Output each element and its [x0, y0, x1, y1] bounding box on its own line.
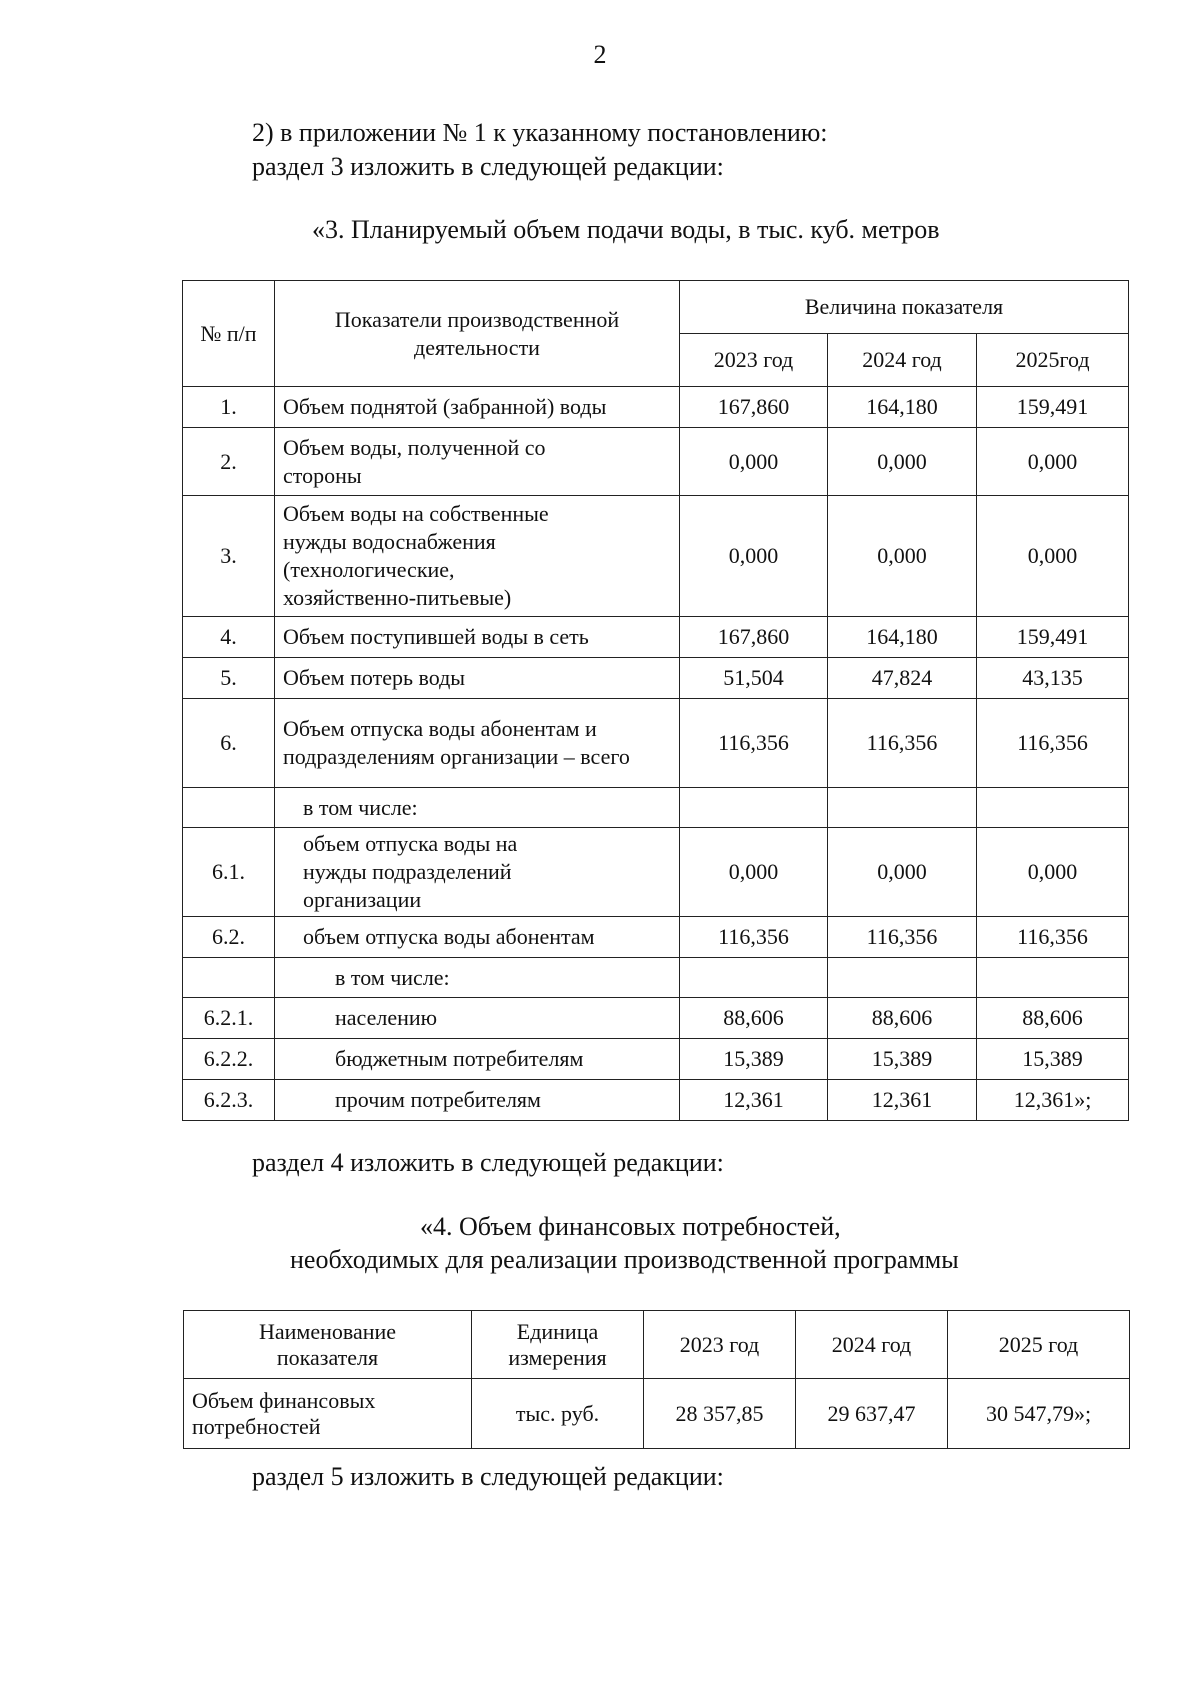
- row-value: 88,606: [680, 998, 828, 1039]
- row-value: 0,000: [680, 496, 828, 617]
- row-label: Объем воды на собственные нужды водоснабжения (технологические, хозяйственно-питьевые): [275, 496, 680, 617]
- row-value: 116,356: [977, 917, 1129, 958]
- intro-line-1: 2) в приложении № 1 к указанному постановлению:: [252, 118, 828, 147]
- row-label: бюджетным потребителям: [275, 1039, 680, 1080]
- row-num: 2.: [183, 428, 275, 496]
- table-row: [183, 788, 1129, 828]
- intro-line-2: раздел 3 изложить в следующей редакции:: [252, 152, 724, 181]
- table-row: [183, 658, 1129, 699]
- header-year: 2024 год: [828, 334, 977, 387]
- row-value: 116,356: [977, 699, 1129, 788]
- row-value: 43,135: [977, 658, 1129, 699]
- row-num: 6.2.: [183, 917, 275, 958]
- header-value-group: Величина показателя: [680, 281, 1129, 334]
- row-value: 164,180: [828, 387, 977, 428]
- row-value: 116,356: [828, 699, 977, 788]
- table-row: [183, 958, 1129, 998]
- row-value: 47,824: [828, 658, 977, 699]
- row-label: Объем поднятой (забранной) воды: [275, 387, 680, 428]
- header-indicator: Показатели производственной деятельности: [275, 281, 680, 387]
- row-num: 6.2.1.: [183, 998, 275, 1039]
- row-num: 6.1.: [183, 828, 275, 917]
- row-value: 12,361: [680, 1080, 828, 1121]
- row-value: 12,361: [828, 1080, 977, 1121]
- table-row: [183, 428, 1129, 496]
- header-name: Наименование показателя: [184, 1311, 472, 1379]
- row-num: [183, 788, 275, 828]
- row-value: 0,000: [680, 428, 828, 496]
- row-value: 28 357,85: [644, 1379, 796, 1449]
- row-num: 3.: [183, 496, 275, 617]
- header-year: 2025 год: [948, 1311, 1130, 1379]
- row-value: 15,389: [680, 1039, 828, 1080]
- row-value: 116,356: [680, 699, 828, 788]
- row-label: населению: [275, 998, 680, 1039]
- row-num: 5.: [183, 658, 275, 699]
- row-label: Объем воды, полученной со стороны: [275, 428, 680, 496]
- table-row: [183, 998, 1129, 1039]
- section3-title: «3. Планируемый объем подачи воды, в тыс. куб. метров: [312, 215, 940, 244]
- table-row: [183, 699, 1129, 788]
- row-value: 0,000: [977, 428, 1129, 496]
- row-value: 15,389: [828, 1039, 977, 1080]
- page-number: 2: [593, 40, 607, 69]
- section4-intro: раздел 4 изложить в следующей редакции:: [252, 1148, 724, 1177]
- row-value: 51,504: [680, 658, 828, 699]
- row-value: [977, 788, 1129, 828]
- row-value: 159,491: [977, 617, 1129, 658]
- row-label: в том числе:: [275, 958, 680, 998]
- row-value: 88,606: [977, 998, 1129, 1039]
- table-row: [183, 387, 1129, 428]
- table-row: [183, 496, 1129, 617]
- row-value: 0,000: [828, 496, 977, 617]
- row-label: прочим потребителям: [275, 1080, 680, 1121]
- water-supply-table: [182, 280, 1129, 1121]
- table-row: [184, 1379, 1130, 1449]
- header-num: № п/п: [183, 281, 275, 387]
- row-label: объем отпуска воды на нужды подразделений организации: [275, 828, 680, 917]
- table-row: [183, 917, 1129, 958]
- row-value: 116,356: [828, 917, 977, 958]
- row-value: 15,389: [977, 1039, 1129, 1080]
- row-value: 12,361»;: [977, 1080, 1129, 1121]
- row-value: 30 547,79»;: [948, 1379, 1130, 1449]
- header-unit: Единица измерения: [472, 1311, 644, 1379]
- table-row: [183, 1039, 1129, 1080]
- row-value: [828, 788, 977, 828]
- section4-title-line-2: необходимых для реализации производственной программы: [290, 1245, 959, 1274]
- row-value: 0,000: [680, 828, 828, 917]
- row-num: 4.: [183, 617, 275, 658]
- header-year: 2025год: [977, 334, 1129, 387]
- row-value: 159,491: [977, 387, 1129, 428]
- row-value: [828, 958, 977, 998]
- row-value: 167,860: [680, 617, 828, 658]
- row-num: 1.: [183, 387, 275, 428]
- section4-title-line-1: «4. Объем финансовых потребностей,: [420, 1212, 841, 1241]
- row-num: [183, 958, 275, 998]
- row-label: объем отпуска воды абонентам: [275, 917, 680, 958]
- row-value: [977, 958, 1129, 998]
- table-row: [183, 1080, 1129, 1121]
- row-value: 29 637,47: [796, 1379, 948, 1449]
- row-unit: тыс. руб.: [472, 1379, 644, 1449]
- row-value: [680, 958, 828, 998]
- row-value: 116,356: [680, 917, 828, 958]
- row-label: Объем потерь воды: [275, 658, 680, 699]
- header-year: 2023 год: [644, 1311, 796, 1379]
- row-num: 6.2.2.: [183, 1039, 275, 1080]
- header-year: 2024 год: [796, 1311, 948, 1379]
- row-value: 164,180: [828, 617, 977, 658]
- finance-table: [183, 1310, 1130, 1449]
- row-value: 0,000: [977, 828, 1129, 917]
- row-value: 0,000: [828, 428, 977, 496]
- table-row: [183, 617, 1129, 658]
- table-row: [183, 828, 1129, 917]
- row-label: Объем поступившей воды в сеть: [275, 617, 680, 658]
- row-num: 6.: [183, 699, 275, 788]
- header-year: 2023 год: [680, 334, 828, 387]
- row-label: в том числе:: [275, 788, 680, 828]
- row-value: 0,000: [977, 496, 1129, 617]
- section5-intro: раздел 5 изложить в следующей редакции:: [252, 1462, 724, 1491]
- row-label: Объем финансовых потребностей: [184, 1379, 472, 1449]
- row-num: 6.2.3.: [183, 1080, 275, 1121]
- row-label: Объем отпуска воды абонентам и подразделениям организации – всего: [275, 699, 680, 788]
- row-value: 88,606: [828, 998, 977, 1039]
- row-value: 167,860: [680, 387, 828, 428]
- row-value: [680, 788, 828, 828]
- row-value: 0,000: [828, 828, 977, 917]
